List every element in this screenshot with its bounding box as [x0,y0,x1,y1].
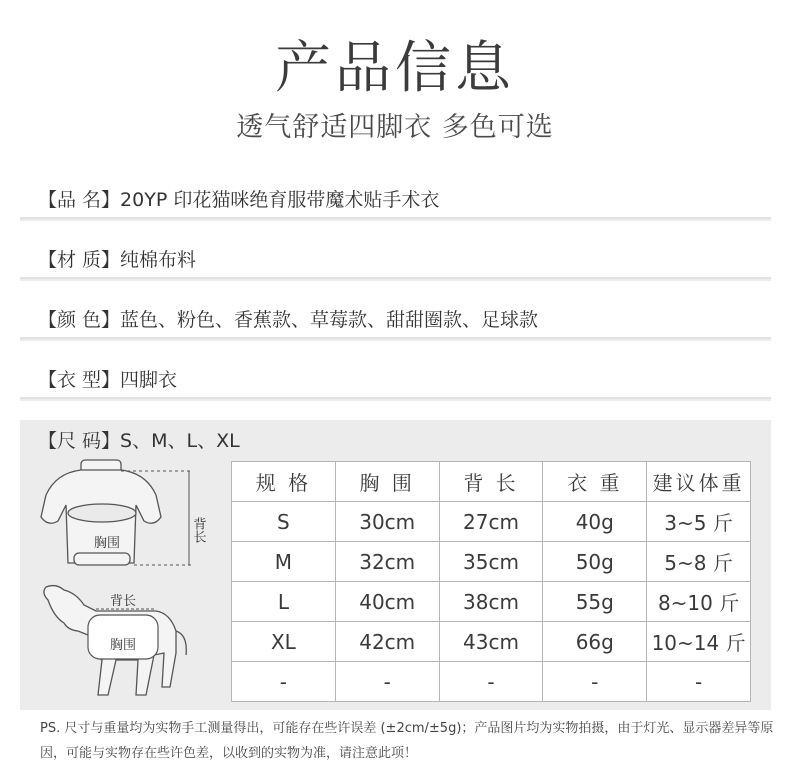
header-recommended-weight: 建议体重 [647,462,751,502]
table-cell: M [232,542,336,582]
info-row-color [20,300,771,341]
table-cell: 40cm [335,582,439,622]
table-row [232,662,751,702]
disclaimer-note: PS. 尺寸与重量均为实物手工测量得出，可能存在些许误差 (±2cm/±5g)；产品图片均为实物拍摄，由于灯光、显示器差异等原因，可能与实物存在些许色差，以收到的实物为准，请注意此项！ [40,721,774,761]
table-cell: L [232,582,336,622]
header-weight: 衣 重 [543,462,647,502]
info-color-text: 【颜 色】蓝色、粉色、香蕉款、草莓款、甜甜圈款、足球款 [38,309,539,331]
table-row [232,582,751,622]
info-row-type [20,360,771,401]
table-cell: 32cm [335,542,439,582]
header-back: 背 长 [439,462,543,502]
table-cell: XL [232,622,336,662]
table-cell: - [439,662,543,702]
dog-back-label: 背长 [110,594,137,609]
table-cell: 8~10 斤 [647,582,751,622]
info-name-text: 【品 名】20YP 印花猫咪绝育服带魔术贴手术衣 [38,189,440,211]
size-table [231,461,751,702]
table-cell: 50g [543,542,647,582]
info-type-text: 【衣 型】四脚衣 [38,369,178,391]
table-cell: 30cm [335,502,439,542]
table-cell: - [543,662,647,702]
garment-chest-label: 胸围 [94,536,121,551]
table-cell: 43cm [439,622,543,662]
table-header-row [232,462,751,502]
garment-back-label: 背长 [190,517,206,543]
header-size: 规 格 [232,462,336,502]
table-cell: 27cm [439,502,543,542]
table-cell: 38cm [439,582,543,622]
measurement-diagram [36,455,216,705]
dog-chest-label: 胸围 [110,638,137,653]
table-cell: 42cm [335,622,439,662]
info-size-text: 【尺 码】S、M、L、XL [38,430,240,452]
info-row-material [20,240,771,281]
table-cell: 40g [543,502,647,542]
info-row-name [20,180,771,221]
table-cell: 35cm [439,542,543,582]
table-cell: - [647,662,751,702]
page-title: 产品信息 [275,36,515,101]
table-cell: S [232,502,336,542]
table-cell: 5~8 斤 [647,542,751,582]
table-cell: 66g [543,622,647,662]
table-cell: 3~5 斤 [647,502,751,542]
table-row [232,502,751,542]
info-material-text: 【材 质】纯棉布料 [38,249,197,271]
table-cell: 55g [543,582,647,622]
table-row [232,542,751,582]
table-cell: - [335,662,439,702]
header-chest: 胸 围 [335,462,439,502]
page-subtitle: 透气舒适四脚衣 多色可选 [236,112,554,143]
table-cell: 10~14 斤 [647,622,751,662]
table-row [232,622,751,662]
table-cell: - [232,662,336,702]
